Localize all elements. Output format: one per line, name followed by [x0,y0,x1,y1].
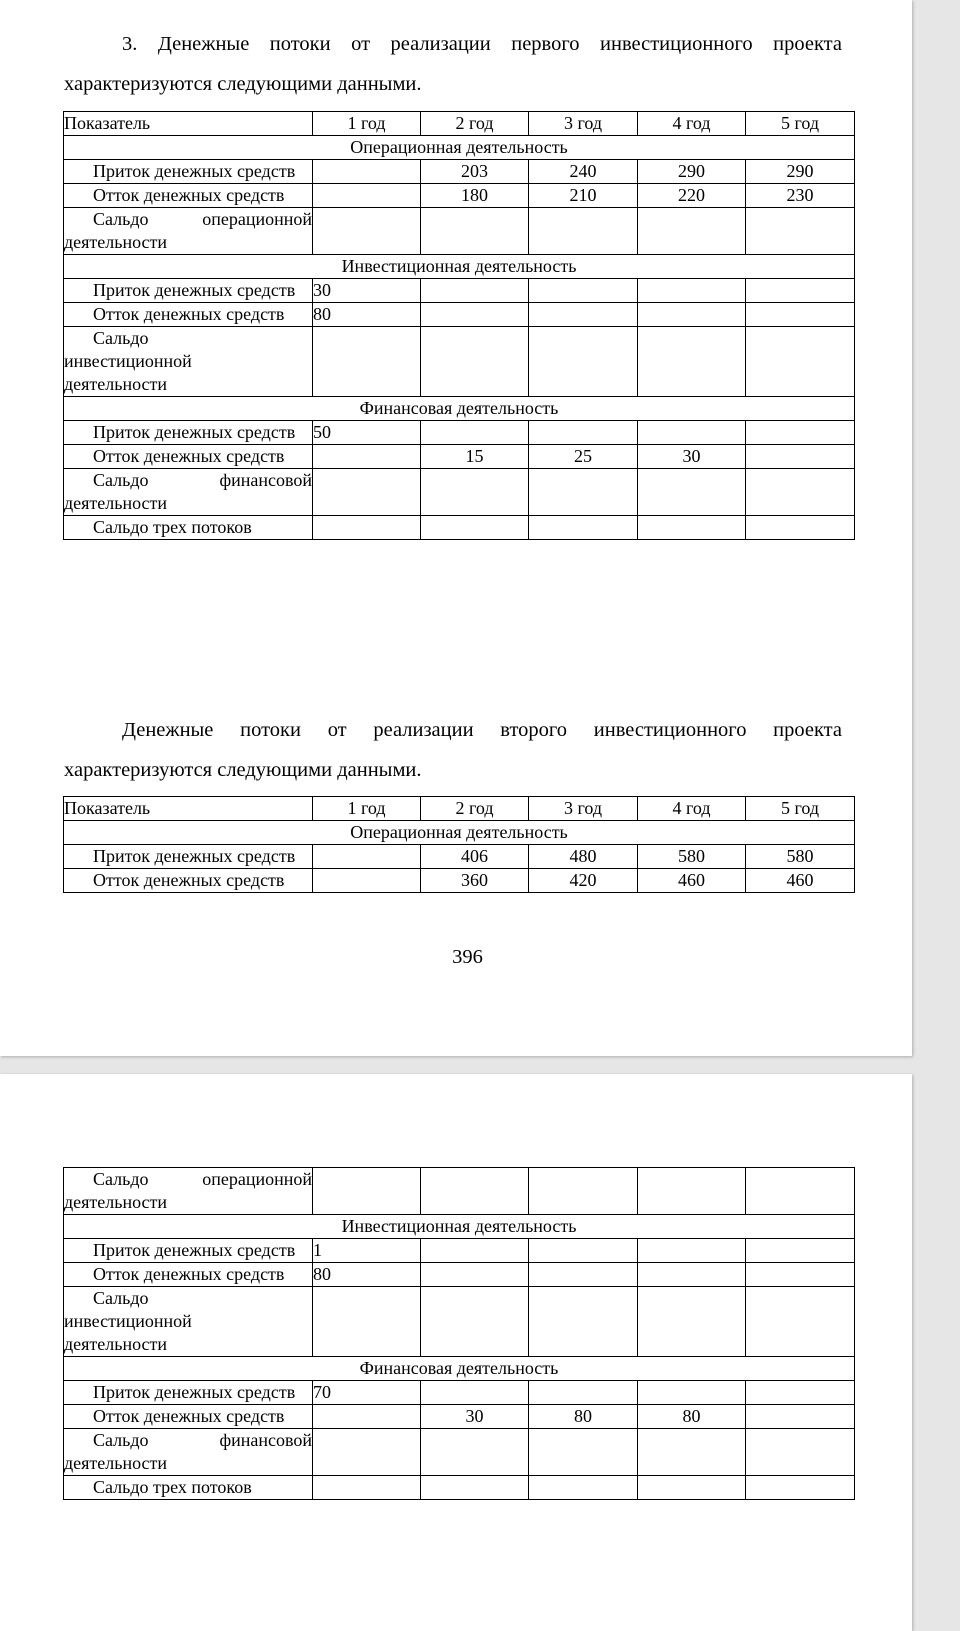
cell: 480 [529,845,638,869]
table-row [64,516,855,540]
cell [529,1287,638,1357]
table-row [64,1168,855,1215]
row-label-op-balance: Сальдо операционной деятельности [64,1168,313,1215]
row-label-inv-balance: Сальдо инвестиционной деятельности [64,1287,313,1357]
header-year-2: 2 год [421,797,529,821]
cell: 290 [638,160,746,184]
cell [313,160,421,184]
cell [746,1381,855,1405]
cell [313,516,421,540]
cell [638,1381,746,1405]
row-label-op-outflow: Отток денежных средств [64,184,313,208]
table-row [64,160,855,184]
table-row [64,1381,855,1405]
project-2-cash-flow-table-part-2 [63,1167,855,1500]
table-row [64,1239,855,1263]
table-row [64,1287,855,1357]
cell [746,1263,855,1287]
table-row [64,1405,855,1429]
cell [529,516,638,540]
cell [746,1429,855,1476]
cell [421,1429,529,1476]
cell [529,469,638,516]
cell: 406 [421,845,529,869]
cell [638,421,746,445]
cell: 1 [313,1239,421,1263]
section-row-operating [64,136,855,160]
cell [638,279,746,303]
table-header-row [64,112,855,136]
cell [529,1476,638,1500]
cell [313,445,421,469]
row-label-inv-inflow: Приток денежных средств [64,279,313,303]
cell: 203 [421,160,529,184]
cell: 15 [421,445,529,469]
cell [529,303,638,327]
row-label-op-outflow: Отток денежных средств [64,869,313,893]
cell [638,327,746,397]
header-year-3: 3 год [529,112,638,136]
cell: 80 [529,1405,638,1429]
cell [421,516,529,540]
row-label-inv-outflow: Отток денежных средств [64,303,313,327]
table-row [64,445,855,469]
cell [421,1168,529,1215]
header-indicator: Показатель [64,112,313,136]
cell [529,279,638,303]
header-year-3: 3 год [529,797,638,821]
cell: 290 [746,160,855,184]
section-row-financing [64,1357,855,1381]
cell [421,327,529,397]
cell [313,1476,421,1500]
cell: 25 [529,445,638,469]
task-intro-paragraph: 3. Денежные потоки от реализации первого инвестиционного проекта характеризуются следующими данными. [64,33,842,95]
cell [421,1263,529,1287]
page-number: 396 [452,946,483,968]
cell: 210 [529,184,638,208]
table-header-row [64,797,855,821]
cell: 580 [638,845,746,869]
cell [529,1168,638,1215]
table-row [64,469,855,516]
header-year-5: 5 год [746,797,855,821]
section-row-operating [64,821,855,845]
row-label-inv-inflow: Приток денежных средств [64,1239,313,1263]
row-label-fin-balance: Сальдо финансовой деятельности [64,469,313,516]
cell [421,279,529,303]
row-label-total-balance: Сальдо трех потоков [64,516,313,540]
section-operating-label: Операционная деятельность [64,821,855,845]
table-row [64,279,855,303]
cell [746,327,855,397]
table-row [64,869,855,893]
cell: 30 [421,1405,529,1429]
cell: 580 [746,845,855,869]
row-label-fin-outflow: Отток денежных средств [64,1405,313,1429]
row-label-fin-balance: Сальдо финансовой деятельности [64,1429,313,1476]
cell: 360 [421,869,529,893]
header-year-1: 1 год [313,112,421,136]
cell [421,1287,529,1357]
table-row [64,184,855,208]
header-year-4: 4 год [638,112,746,136]
section-financing-label: Финансовая деятельность [64,397,855,421]
row-label-fin-inflow: Приток денежных средств [64,1381,313,1405]
row-label-op-balance: Сальдо операционной деятельности [64,208,313,255]
section-operating-label: Операционная деятельность [64,136,855,160]
cell [313,1405,421,1429]
cell: 240 [529,160,638,184]
cell [638,1263,746,1287]
cell [313,869,421,893]
document-page-2 [0,1074,912,1631]
cell [746,1239,855,1263]
cell: 70 [313,1381,421,1405]
cell [746,1168,855,1215]
cell [638,1168,746,1215]
cell: 180 [421,184,529,208]
cell [421,1239,529,1263]
row-label-op-inflow: Приток денежных средств [64,160,313,184]
table-row [64,1476,855,1500]
cell: 460 [638,869,746,893]
row-label-total-balance: Сальдо трех потоков [64,1476,313,1500]
cell [746,421,855,445]
cell [421,421,529,445]
section-investing-label: Инвестиционная деятельность [64,255,855,279]
header-indicator: Показатель [64,797,313,821]
cell [421,1381,529,1405]
cell [638,1287,746,1357]
table-row [64,1263,855,1287]
header-year-4: 4 год [638,797,746,821]
cell [746,1476,855,1500]
cell: 30 [313,279,421,303]
cell [746,469,855,516]
section-row-investing [64,255,855,279]
section-row-financing [64,397,855,421]
cell [746,445,855,469]
header-year-2: 2 год [421,112,529,136]
cell [746,303,855,327]
section-investing-label: Инвестиционная деятельность [64,1215,855,1239]
cell [529,421,638,445]
cell [421,303,529,327]
cell [638,208,746,255]
cell [638,516,746,540]
cell [746,208,855,255]
cell [746,1287,855,1357]
cell [313,327,421,397]
cell [313,1168,421,1215]
cell [313,184,421,208]
cell [529,1381,638,1405]
cell [529,327,638,397]
cell: 420 [529,869,638,893]
second-project-intro-paragraph: Денежные потоки от реализации второго инвестиционного проекта характеризуются следующими данными. [64,719,842,781]
header-year-1: 1 год [313,797,421,821]
cell [313,845,421,869]
cell [638,303,746,327]
cell: 80 [638,1405,746,1429]
row-label-inv-outflow: Отток денежных средств [64,1263,313,1287]
cell [638,1239,746,1263]
cell: 50 [313,421,421,445]
cell [529,1263,638,1287]
cell [313,469,421,516]
cell [638,1476,746,1500]
cell [529,1239,638,1263]
row-label-fin-inflow: Приток денежных средств [64,421,313,445]
cell: 220 [638,184,746,208]
cell [313,1429,421,1476]
cell [638,469,746,516]
cell [421,208,529,255]
cell: 80 [313,303,421,327]
row-label-fin-outflow: Отток денежных средств [64,445,313,469]
row-label-inv-balance: Сальдо инвестиционной деятельности [64,327,313,397]
table-row [64,421,855,445]
cell [638,1429,746,1476]
table-row [64,1429,855,1476]
cell: 230 [746,184,855,208]
cell [746,516,855,540]
project-1-cash-flow-table [63,111,855,540]
cell [313,1287,421,1357]
cell: 460 [746,869,855,893]
cell: 80 [313,1263,421,1287]
cell [529,1429,638,1476]
table-row [64,845,855,869]
cell [746,1405,855,1429]
cell [313,208,421,255]
table-row [64,208,855,255]
cell [529,208,638,255]
cell [421,469,529,516]
section-row-investing [64,1215,855,1239]
table-row [64,327,855,397]
row-label-op-inflow: Приток денежных средств [64,845,313,869]
table-row [64,303,855,327]
cell: 30 [638,445,746,469]
section-financing-label: Финансовая деятельность [64,1357,855,1381]
header-year-5: 5 год [746,112,855,136]
cell [746,279,855,303]
cell [421,1476,529,1500]
project-2-cash-flow-table-part-1 [63,796,855,893]
